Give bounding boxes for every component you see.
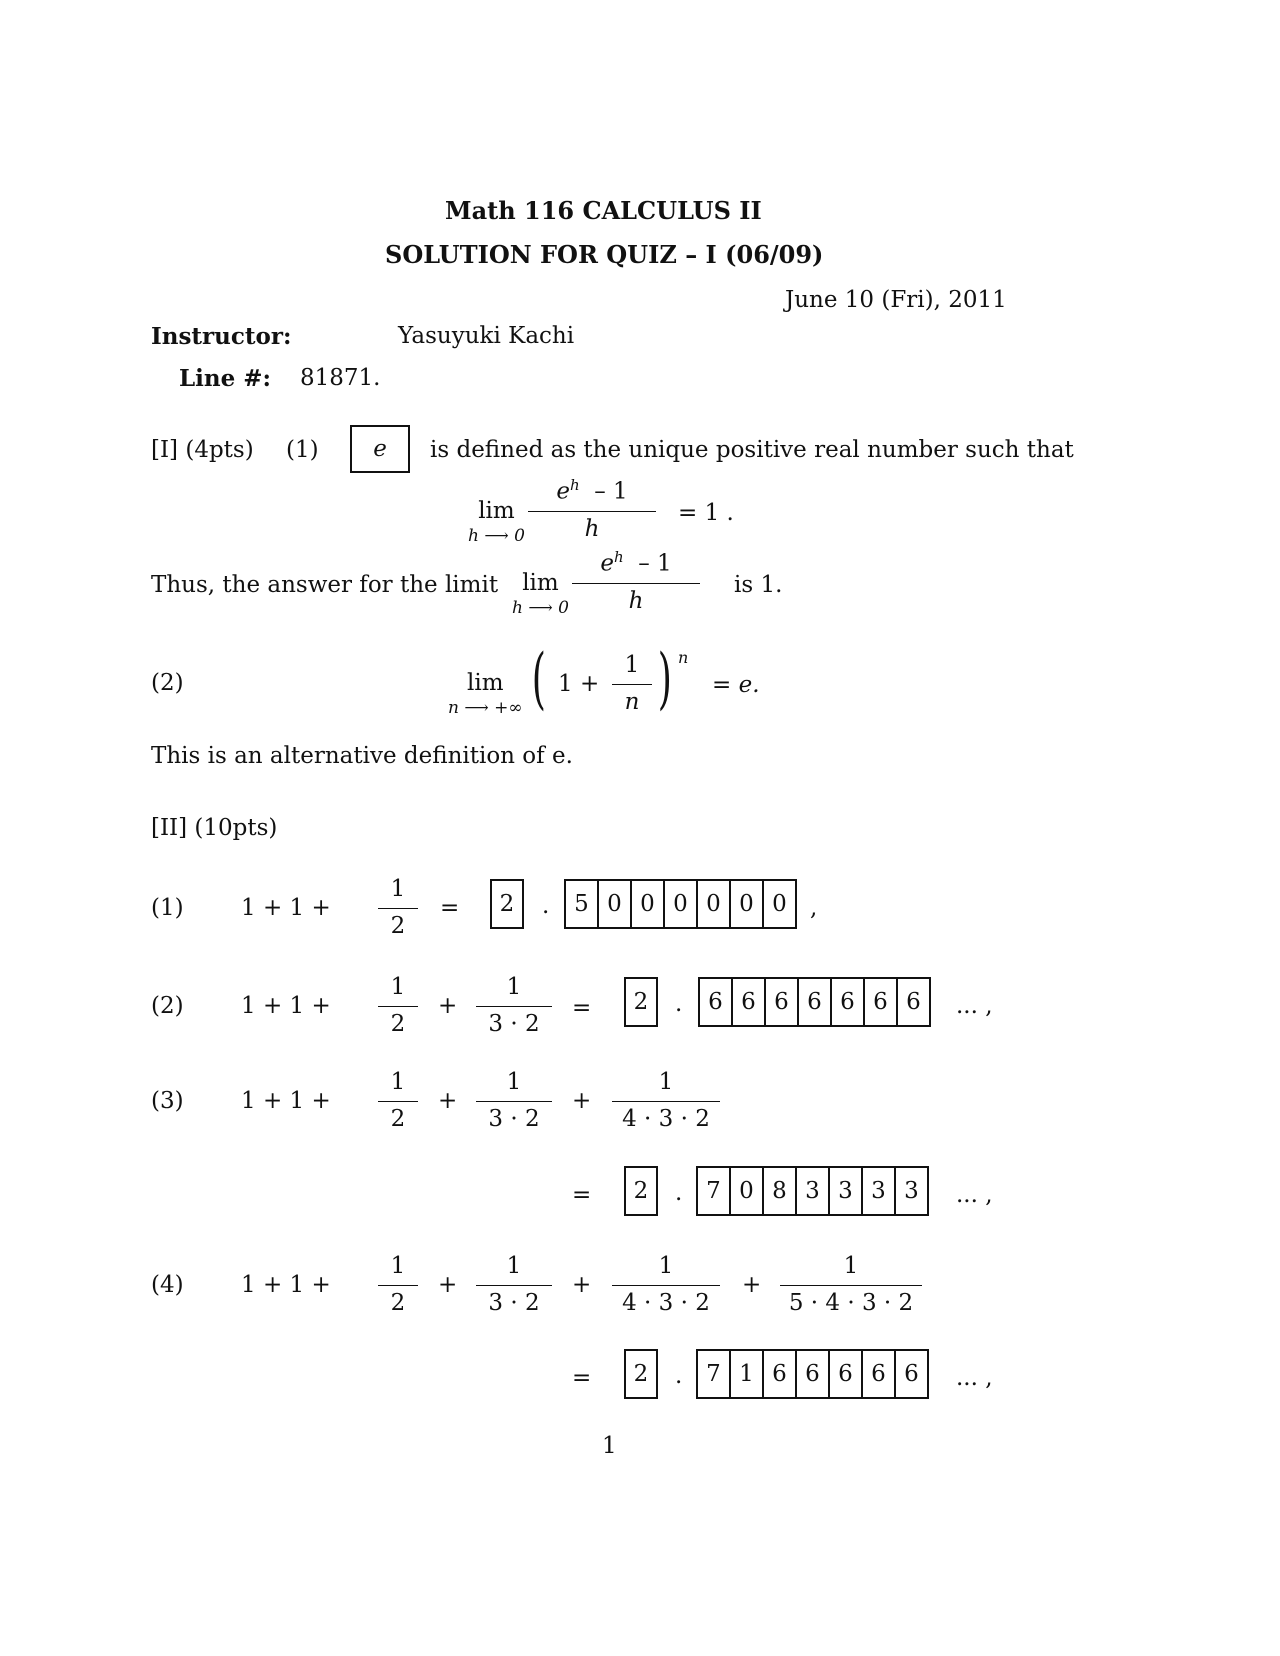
fraction-bar bbox=[780, 1285, 922, 1286]
lead-terms: 1 + 1 + bbox=[241, 895, 331, 921]
line-label: Line #: bbox=[179, 365, 272, 392]
part1-q1-number: (1) bbox=[286, 437, 319, 463]
instructor-label: Instructor: bbox=[151, 323, 292, 350]
fraction-1-over-n bbox=[612, 654, 652, 714]
decimal-point: . bbox=[542, 893, 550, 919]
fraction-numerator: 1 bbox=[390, 1253, 406, 1279]
digit: 3 bbox=[904, 1178, 919, 1204]
row-tail: ... , bbox=[956, 993, 993, 1019]
equals-sign: = bbox=[572, 1182, 592, 1208]
lim-text: lim bbox=[467, 670, 504, 696]
digit: 3 bbox=[863, 1168, 896, 1214]
fraction-1-3x2 bbox=[476, 976, 552, 1036]
fraction-bar bbox=[476, 1285, 552, 1286]
fraction-numerator: 1 bbox=[658, 1069, 674, 1095]
digit: 6 bbox=[733, 979, 766, 1025]
limit-operator bbox=[468, 498, 525, 546]
decimal-digits-row3 bbox=[696, 1166, 929, 1216]
plus-sign: + bbox=[572, 1272, 592, 1298]
digit: 6 bbox=[830, 1351, 863, 1397]
part1-q1-text: is defined as the unique positive real number such that bbox=[430, 437, 1074, 463]
fraction-1-3x2 bbox=[476, 1071, 552, 1131]
fraction-eh-2 bbox=[572, 550, 700, 613]
plus-sign: + bbox=[742, 1272, 762, 1298]
item-number: (2) bbox=[151, 993, 184, 1019]
fraction-denominator: h bbox=[628, 587, 644, 614]
equals-one: = 1 . bbox=[678, 500, 734, 526]
decimal-point: . bbox=[675, 1180, 683, 1206]
fraction-bar bbox=[612, 684, 652, 685]
quiz-title: SOLUTION FOR QUIZ – I (06/09) bbox=[385, 240, 824, 269]
fraction-denominator: 3 · 2 bbox=[488, 1011, 540, 1037]
decimal-digits-row4 bbox=[696, 1349, 929, 1399]
digit: 7 bbox=[698, 1168, 731, 1214]
plus-sign: + bbox=[572, 1088, 592, 1114]
digit: 0 bbox=[772, 891, 787, 917]
decimal-digits-row1 bbox=[564, 879, 797, 929]
fraction-denominator: 5 · 4 · 3 · 2 bbox=[788, 1290, 914, 1316]
equals-sign: = bbox=[572, 1365, 592, 1391]
fraction-1-2 bbox=[378, 1255, 418, 1315]
item-number: (3) bbox=[151, 1088, 184, 1114]
item-number: (1) bbox=[151, 895, 184, 921]
fraction-numerator: $e^h - 1$ bbox=[600, 548, 672, 577]
lead-terms: 1 + 1 + bbox=[241, 1272, 331, 1298]
digit: 0 bbox=[731, 1168, 764, 1214]
fraction-bar bbox=[476, 1101, 552, 1102]
fraction-eh bbox=[528, 478, 656, 541]
fraction-numerator: 1 bbox=[506, 1253, 522, 1279]
left-paren: ( bbox=[531, 640, 546, 717]
integer-box: 2 bbox=[624, 1349, 658, 1399]
fraction-denominator: n bbox=[624, 689, 640, 715]
row-tail: ... , bbox=[956, 1365, 993, 1391]
digit: 7 bbox=[698, 1351, 731, 1397]
fraction-bar bbox=[528, 511, 656, 512]
line-value: 81871. bbox=[300, 365, 381, 391]
integer-box: 2 bbox=[624, 1166, 658, 1216]
fraction-denominator: 3 · 2 bbox=[488, 1106, 540, 1132]
part1-heading: [I] (4pts) bbox=[151, 437, 254, 463]
fraction-denominator: 2 bbox=[390, 1106, 406, 1132]
limit-operator-3 bbox=[448, 670, 523, 718]
fraction-denominator: h bbox=[584, 515, 600, 542]
digit: 0 bbox=[632, 881, 665, 927]
thus-text: Thus, the answer for the limit bbox=[151, 572, 499, 598]
plus-sign: + bbox=[438, 993, 458, 1019]
fraction-denominator: 2 bbox=[390, 913, 406, 939]
fraction-numerator: $e^h - 1$ bbox=[556, 476, 628, 505]
digit: 6 bbox=[764, 1351, 797, 1397]
digit: 0 bbox=[599, 881, 632, 927]
page-number: 1 bbox=[602, 1433, 617, 1459]
integer-box: 2 bbox=[490, 879, 524, 929]
part2-heading: [II] (10pts) bbox=[151, 815, 278, 841]
equals-e: = e. bbox=[712, 672, 760, 698]
fraction-bar bbox=[378, 1285, 418, 1286]
equals-sign: = bbox=[572, 995, 592, 1021]
row-tail: , bbox=[810, 895, 818, 921]
lead-terms: 1 + 1 + bbox=[241, 993, 331, 1019]
date: June 10 (Fri), 2011 bbox=[785, 287, 1007, 313]
digit: 5 bbox=[566, 881, 599, 927]
lim-text: lim bbox=[522, 570, 559, 596]
fraction-bar bbox=[612, 1285, 720, 1286]
exponent-n: n bbox=[678, 648, 689, 667]
lim-subscript: h ⟶ 0 bbox=[512, 598, 569, 618]
row-tail: ... , bbox=[956, 1182, 993, 1208]
alt-definition: This is an alternative definition of e. bbox=[151, 743, 573, 769]
fraction-bar bbox=[378, 1006, 418, 1007]
fraction-numerator: 1 bbox=[390, 1069, 406, 1095]
digit: 3 bbox=[830, 1168, 863, 1214]
digit: 0 bbox=[665, 881, 698, 927]
fraction-numerator: 1 bbox=[658, 1253, 674, 1279]
course-title: Math 116 CALCULUS II bbox=[445, 196, 762, 225]
digit: 6 bbox=[799, 979, 832, 1025]
digit: 1 bbox=[731, 1351, 764, 1397]
digit: 6 bbox=[700, 979, 733, 1025]
digit: 0 bbox=[698, 881, 731, 927]
digit: 6 bbox=[865, 979, 898, 1025]
digit: 8 bbox=[764, 1168, 797, 1214]
lead-terms: 1 + 1 + bbox=[241, 1088, 331, 1114]
decimal-point: . bbox=[675, 991, 683, 1017]
fraction-denominator: 2 bbox=[390, 1290, 406, 1316]
fraction-denominator: 3 · 2 bbox=[488, 1290, 540, 1316]
integer-box: 2 bbox=[624, 977, 658, 1027]
fraction-bar bbox=[572, 583, 700, 584]
digit: 6 bbox=[797, 1351, 830, 1397]
digit: 0 bbox=[731, 881, 764, 927]
lim-subscript: h ⟶ 0 bbox=[468, 526, 525, 546]
digit: 6 bbox=[766, 979, 799, 1025]
item-number: (4) bbox=[151, 1272, 184, 1298]
fraction-numerator: 1 bbox=[506, 1069, 522, 1095]
equals-sign: = bbox=[440, 895, 460, 921]
fraction-bar bbox=[476, 1006, 552, 1007]
instructor-name: Yasuyuki Kachi bbox=[398, 323, 575, 349]
digit: 6 bbox=[863, 1351, 896, 1397]
decimal-point: . bbox=[675, 1363, 683, 1389]
fraction-numerator: 1 bbox=[506, 974, 522, 1000]
digit: 3 bbox=[797, 1168, 830, 1214]
one-plus: 1 + bbox=[558, 671, 600, 697]
fraction-numerator: 1 bbox=[843, 1253, 859, 1279]
right-paren: ) bbox=[657, 640, 672, 717]
lim-text: lim bbox=[478, 498, 515, 524]
fraction-numerator: 1 bbox=[390, 974, 406, 1000]
fraction-numerator: 1 bbox=[624, 652, 640, 678]
fraction-1-5x4x3x2 bbox=[780, 1255, 922, 1315]
decimal-digits-row2 bbox=[698, 977, 931, 1027]
fraction-1-2 bbox=[378, 878, 418, 938]
fraction-numerator: 1 bbox=[390, 876, 406, 902]
fraction-denominator: 4 · 3 · 2 bbox=[622, 1290, 710, 1316]
fraction-1-2 bbox=[378, 976, 418, 1036]
digit: 6 bbox=[906, 989, 921, 1015]
fraction-1-4x3x2 bbox=[612, 1255, 720, 1315]
plus-sign: + bbox=[438, 1272, 458, 1298]
answer-box-e: e bbox=[350, 425, 410, 473]
fraction-bar bbox=[378, 1101, 418, 1102]
part1-q2-number: (2) bbox=[151, 670, 184, 696]
fraction-1-4x3x2 bbox=[612, 1071, 720, 1131]
fraction-bar bbox=[612, 1101, 720, 1102]
digit: 6 bbox=[832, 979, 865, 1025]
fraction-1-2 bbox=[378, 1071, 418, 1131]
plus-sign: + bbox=[438, 1088, 458, 1114]
fraction-bar bbox=[378, 908, 418, 909]
is-one: is 1. bbox=[734, 572, 783, 598]
lim-subscript: n ⟶ +∞ bbox=[448, 698, 523, 718]
limit-operator-2 bbox=[512, 570, 569, 618]
fraction-denominator: 2 bbox=[390, 1011, 406, 1037]
fraction-denominator: 4 · 3 · 2 bbox=[622, 1106, 710, 1132]
digit: 6 bbox=[904, 1361, 919, 1387]
fraction-1-3x2 bbox=[476, 1255, 552, 1315]
